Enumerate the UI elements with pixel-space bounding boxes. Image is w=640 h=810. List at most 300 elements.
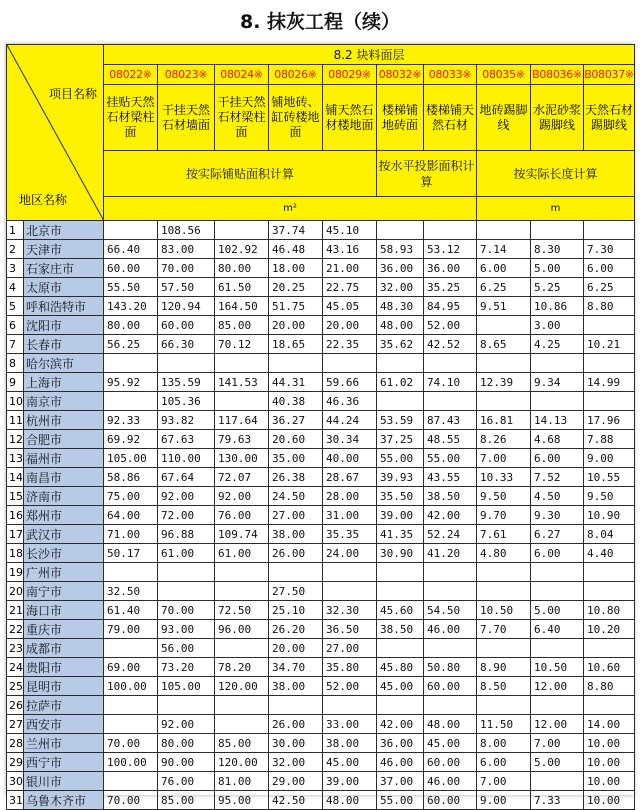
price-cell: 38.50 [377,620,424,639]
price-cell: 85.00 [215,734,269,753]
row-number: 8 [7,354,24,373]
price-cell [477,696,531,715]
price-cell: 7.70 [477,620,531,639]
price-cell: 4.50 [531,487,584,506]
price-cell: 83.00 [158,240,215,259]
price-table [6,44,635,810]
price-cell: 9.30 [531,506,584,525]
price-cell [424,221,477,240]
city-name: 广州市 [24,563,104,582]
price-cell: 22.35 [323,335,377,354]
price-cell [104,354,158,373]
price-cell: 16.81 [477,411,531,430]
price-table-frame [6,44,634,808]
price-cell [477,563,531,582]
price-cell: 70.12 [215,335,269,354]
price-cell: 38.50 [424,487,477,506]
price-cell: 8.90 [477,658,531,677]
price-cell: 24.50 [269,487,323,506]
price-cell: 7.00 [531,734,584,753]
price-cell: 39.00 [323,772,377,791]
price-cell: 58.93 [377,240,424,259]
price-cell: 9.50 [477,487,531,506]
price-cell: 6.00 [477,753,531,772]
price-cell: 10.00 [584,734,635,753]
price-cell: 9.34 [531,373,584,392]
price-cell: 55.00 [377,791,424,810]
column-code: 08033※ [424,65,477,85]
city-name: 贵阳市 [24,658,104,677]
price-cell: 96.00 [215,620,269,639]
price-cell: 30.34 [323,430,377,449]
price-cell [531,639,584,658]
price-cell: 130.00 [215,449,269,468]
group-header: 8.2 块料面层 [104,45,635,65]
row-number: 23 [7,639,24,658]
price-cell: 8.04 [584,525,635,544]
price-cell: 10.55 [584,468,635,487]
price-cell: 41.20 [424,544,477,563]
price-cell: 46.00 [424,620,477,639]
table-row [7,772,635,791]
price-cell: 120.00 [215,753,269,772]
table-row [7,620,635,639]
price-cell: 9.50 [584,487,635,506]
price-cell: 53.12 [424,240,477,259]
table-row [7,354,635,373]
price-cell [215,354,269,373]
table-row [7,601,635,620]
table-row [7,658,635,677]
price-cell [477,582,531,601]
price-cell: 50.80 [424,658,477,677]
unit-area: m² [104,197,477,221]
price-cell: 36.00 [377,734,424,753]
price-cell: 70.00 [104,734,158,753]
price-cell: 11.50 [477,715,531,734]
price-cell: 24.00 [323,544,377,563]
price-cell: 3.00 [531,316,584,335]
price-cell: 4.40 [584,544,635,563]
price-cell [104,639,158,658]
price-cell: 92.33 [104,411,158,430]
price-cell: 10.00 [584,772,635,791]
column-code: 08024※ [215,65,269,85]
row-number: 11 [7,411,24,430]
price-cell: 44.31 [269,373,323,392]
price-cell: 18.65 [269,335,323,354]
column-code: 08029※ [323,65,377,85]
price-cell: 50.17 [104,544,158,563]
price-cell: 80.00 [215,259,269,278]
price-cell: 35.50 [377,487,424,506]
price-cell: 48.00 [377,316,424,335]
price-cell: 67.63 [158,430,215,449]
price-cell [158,563,215,582]
city-name: 成都市 [24,639,104,658]
price-cell: 70.00 [104,791,158,810]
price-cell [269,354,323,373]
price-cell: 85.00 [158,791,215,810]
price-cell: 48.00 [424,715,477,734]
price-cell: 31.00 [323,506,377,525]
table-row [7,297,635,316]
row-number: 10 [7,392,24,411]
price-cell: 36.27 [269,411,323,430]
row-number: 24 [7,658,24,677]
price-cell: 28.67 [323,468,377,487]
table-row [7,411,635,430]
table-row [7,544,635,563]
city-name: 兰州市 [24,734,104,753]
price-cell: 61.00 [158,544,215,563]
price-cell: 26.38 [269,468,323,487]
row-number: 22 [7,620,24,639]
price-cell: 55.00 [424,449,477,468]
city-name: 上海市 [24,373,104,392]
price-cell: 20.25 [269,278,323,297]
price-cell: 102.92 [215,240,269,259]
row-number: 7 [7,335,24,354]
price-cell: 135.59 [158,373,215,392]
price-cell: 10.20 [584,620,635,639]
row-number: 21 [7,601,24,620]
price-cell: 55.50 [104,278,158,297]
price-cell: 36.50 [323,620,377,639]
price-cell: 46.48 [269,240,323,259]
calc-note-projection: 按水平投影面积计算 [377,151,477,197]
price-cell: 8.00 [477,734,531,753]
price-cell: 27.00 [323,639,377,658]
price-cell: 37.74 [269,221,323,240]
price-cell: 39.00 [377,506,424,525]
price-cell: 4.80 [477,544,531,563]
price-cell: 45.00 [323,753,377,772]
price-cell: 37.00 [377,772,424,791]
table-row [7,506,635,525]
price-cell [104,392,158,411]
row-number: 6 [7,316,24,335]
price-cell: 92.00 [158,715,215,734]
price-cell [215,392,269,411]
price-cell: 12.00 [531,715,584,734]
table-row [7,316,635,335]
price-cell: 105.00 [158,677,215,696]
price-cell [323,563,377,582]
price-cell: 42.52 [424,335,477,354]
price-cell: 80.00 [104,316,158,335]
table-row [7,449,635,468]
price-cell: 93.82 [158,411,215,430]
price-cell [584,696,635,715]
price-cell: 42.00 [377,715,424,734]
price-cell [424,392,477,411]
price-cell: 81.00 [215,772,269,791]
price-cell: 52.00 [424,316,477,335]
price-cell: 87.43 [424,411,477,430]
price-cell: 10.90 [584,506,635,525]
price-cell: 41.35 [377,525,424,544]
price-cell: 7.88 [584,430,635,449]
price-cell: 26.00 [269,544,323,563]
price-cell: 37.25 [377,430,424,449]
price-cell: 45.80 [377,658,424,677]
table-row [7,335,635,354]
price-cell [424,582,477,601]
calc-note-length: 按实际长度计算 [477,151,635,197]
price-cell: 27.50 [269,582,323,601]
price-cell [377,354,424,373]
price-cell [215,582,269,601]
column-code: 08023※ [158,65,215,85]
table-row [7,240,635,259]
table-row [7,525,635,544]
price-cell: 56.00 [158,639,215,658]
price-cell: 30.90 [377,544,424,563]
column-code: 08022※ [104,65,158,85]
price-cell: 30.00 [269,734,323,753]
city-name: 南昌市 [24,468,104,487]
price-cell: 52.24 [424,525,477,544]
price-cell [215,221,269,240]
price-cell: 55.00 [377,449,424,468]
row-number: 18 [7,544,24,563]
price-cell: 48.55 [424,430,477,449]
table-row [7,430,635,449]
price-cell: 58.86 [104,468,158,487]
unit-length: m [477,197,635,221]
price-cell [477,392,531,411]
price-cell: 38.00 [269,525,323,544]
price-cell: 53.59 [377,411,424,430]
column-name: 天然石材踢脚线 [584,85,635,151]
price-cell [424,563,477,582]
price-cell: 33.00 [323,715,377,734]
column-code: B08036※ [531,65,584,85]
price-cell [584,392,635,411]
price-cell: 8.30 [531,240,584,259]
table-row [7,582,635,601]
column-name: 水泥砂浆踢脚线 [531,85,584,151]
price-cell: 26.00 [269,715,323,734]
price-cell: 5.00 [531,259,584,278]
price-cell: 52.00 [323,677,377,696]
row-number: 31 [7,791,24,810]
price-cell: 6.25 [477,278,531,297]
price-cell: 14.13 [531,411,584,430]
price-cell: 7.00 [477,772,531,791]
price-cell [477,221,531,240]
price-cell: 32.50 [104,582,158,601]
city-name: 南宁市 [24,582,104,601]
price-cell [531,772,584,791]
price-cell: 6.00 [584,259,635,278]
price-cell [158,696,215,715]
price-cell: 61.50 [215,278,269,297]
city-name: 重庆市 [24,620,104,639]
column-code: 08026※ [269,65,323,85]
price-cell: 10.50 [477,601,531,620]
city-name: 哈尔滨市 [24,354,104,373]
price-cell: 5.25 [531,278,584,297]
price-cell: 45.60 [377,601,424,620]
price-cell: 72.50 [215,601,269,620]
price-cell: 7.61 [477,525,531,544]
price-cell: 72.07 [215,468,269,487]
price-cell: 51.75 [269,297,323,316]
price-cell: 45.00 [377,677,424,696]
price-cell: 110.00 [158,449,215,468]
city-name: 拉萨市 [24,696,104,715]
price-cell [584,354,635,373]
price-cell: 25.10 [269,601,323,620]
table-row [7,487,635,506]
city-name: 合肥市 [24,430,104,449]
price-cell: 69.92 [104,430,158,449]
price-cell: 39.93 [377,468,424,487]
price-cell: 6.00 [531,544,584,563]
price-cell: 32.00 [269,753,323,772]
price-cell: 4.25 [531,335,584,354]
city-name: 乌鲁木齐市 [24,791,104,810]
price-cell: 20.60 [269,430,323,449]
column-name: 干挂天然石材墙面 [158,85,215,151]
price-cell: 60.00 [104,259,158,278]
price-cell: 85.00 [215,316,269,335]
price-cell: 22.75 [323,278,377,297]
corner-header [7,45,104,221]
row-number: 30 [7,772,24,791]
city-name: 长春市 [24,335,104,354]
column-name: 挂贴天然石材梁柱面 [104,85,158,151]
price-cell: 60.00 [424,677,477,696]
price-cell: 8.26 [477,430,531,449]
price-cell: 5.00 [531,601,584,620]
price-cell: 164.50 [215,297,269,316]
price-cell [377,392,424,411]
price-cell: 10.33 [477,468,531,487]
price-cell: 76.00 [158,772,215,791]
price-cell: 120.94 [158,297,215,316]
city-name: 北京市 [24,221,104,240]
price-cell: 72.00 [158,506,215,525]
price-cell: 35.35 [323,525,377,544]
price-cell: 26.20 [269,620,323,639]
table-row [7,639,635,658]
price-cell [323,354,377,373]
price-cell [323,582,377,601]
city-name: 沈阳市 [24,316,104,335]
price-cell: 35.62 [377,335,424,354]
price-cell [531,221,584,240]
price-cell: 108.56 [158,221,215,240]
column-code: B08037※ [584,65,635,85]
price-cell [584,316,635,335]
city-name: 武汉市 [24,525,104,544]
price-cell [215,715,269,734]
price-cell: 42.00 [424,506,477,525]
price-cell: 10.00 [584,791,635,810]
table-row [7,715,635,734]
price-cell: 109.74 [215,525,269,544]
city-name: 西宁市 [24,753,104,772]
price-cell: 43.55 [424,468,477,487]
price-cell: 7.14 [477,240,531,259]
price-cell: 9.00 [477,791,531,810]
price-cell: 46.00 [377,753,424,772]
price-cell: 96.88 [158,525,215,544]
price-cell [477,316,531,335]
row-number: 19 [7,563,24,582]
price-cell: 43.16 [323,240,377,259]
price-cell: 10.86 [531,297,584,316]
corner-project-label: 项目名称 [48,87,97,101]
price-cell: 67.64 [158,468,215,487]
price-cell: 9.51 [477,297,531,316]
row-number: 29 [7,753,24,772]
price-cell: 36.00 [424,259,477,278]
price-cell: 32.00 [377,278,424,297]
city-name: 杭州市 [24,411,104,430]
city-name: 银川市 [24,772,104,791]
price-cell [424,696,477,715]
price-cell: 61.00 [215,544,269,563]
price-cell: 40.38 [269,392,323,411]
price-cell: 7.30 [584,240,635,259]
price-cell: 8.65 [477,335,531,354]
price-cell: 95.92 [104,373,158,392]
row-number: 3 [7,259,24,278]
price-cell: 56.25 [104,335,158,354]
price-cell: 60.00 [424,791,477,810]
price-cell: 42.50 [269,791,323,810]
price-cell [104,563,158,582]
price-cell: 54.50 [424,601,477,620]
row-number: 9 [7,373,24,392]
row-number: 28 [7,734,24,753]
city-name: 南京市 [24,392,104,411]
price-cell [158,354,215,373]
page-title: 8. 抹灰工程（续） [239,11,401,33]
price-cell: 29.00 [269,772,323,791]
price-cell: 105.36 [158,392,215,411]
price-cell [377,221,424,240]
row-number: 25 [7,677,24,696]
column-code: 08032※ [377,65,424,85]
city-name: 呼和浩特市 [24,297,104,316]
price-cell [531,392,584,411]
price-cell: 46.00 [424,772,477,791]
price-cell [377,582,424,601]
price-cell: 44.24 [323,411,377,430]
table-row [7,677,635,696]
price-cell: 9.00 [584,449,635,468]
row-number: 26 [7,696,24,715]
price-cell [531,582,584,601]
price-cell: 48.00 [323,791,377,810]
price-cell: 79.63 [215,430,269,449]
price-cell: 36.00 [377,259,424,278]
price-cell: 69.00 [104,658,158,677]
column-code: 08035※ [477,65,531,85]
price-cell [531,563,584,582]
price-cell: 10.60 [584,658,635,677]
price-cell: 45.10 [323,221,377,240]
price-cell: 8.80 [584,297,635,316]
price-cell [104,715,158,734]
table-body [7,221,635,810]
price-cell: 12.00 [531,677,584,696]
